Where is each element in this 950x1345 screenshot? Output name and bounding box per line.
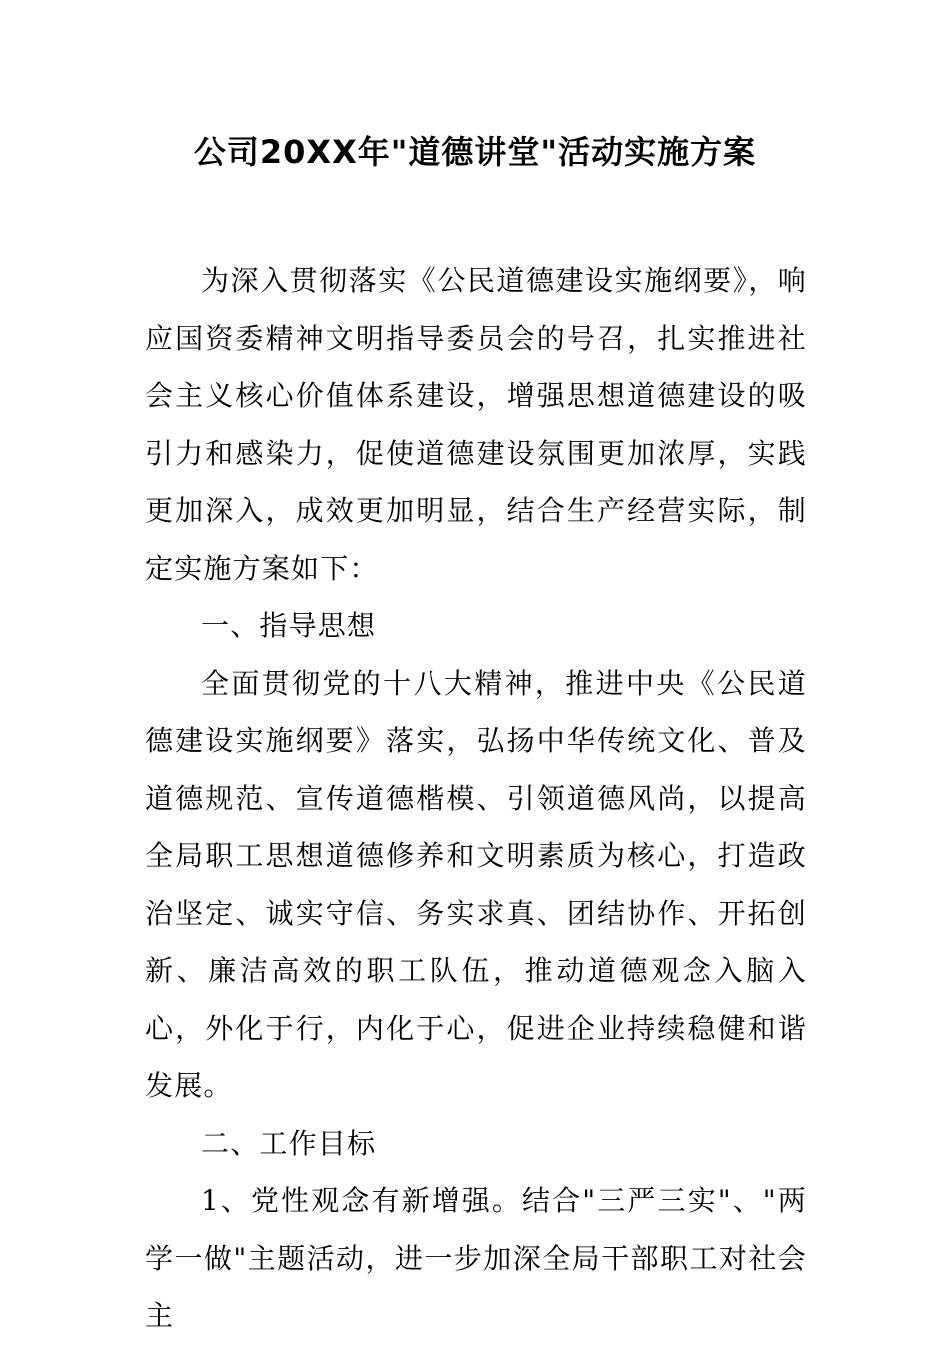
section-heading-work-goals: 二、工作目标 <box>201 1126 377 1160</box>
document-title: 公司20XX年"道德讲堂"活动实施方案 <box>193 133 757 171</box>
intro-paragraph: 为深入贯彻落实《公民道德建设实施纲要》，响应国资委精神文明指导委员会的号召，扎实推进社会主义核心价值体系建设，增强思想道德建设的吸引力和感染力，促使道德建设氛围更加浓厚，实践更加深入，成效更加明显，结合生产经营实际，制定实施方案如下： <box>145 264 807 585</box>
work-goal-item-1: 1、党性观念有新增强。结合"三严三实"、"两学一做"主题活动，进一步加深全局干部职工对社会主 <box>145 1184 807 1332</box>
guiding-ideology-paragraph: 全面贯彻党的十八大精神，推进中央《公民道德建设实施纲要》落实，弘扬中华传统文化、普及道德规范、宣传道德楷模、引领道德风尚，以提高全局职工思想道德修养和文明素质为核心，打造政治坚定、诚实守信、务实求真、团结协作、开拓创新、廉洁高效的职工队伍，推动道德观念入脑入心，外化于行，内化于心，促进企业持续稳健和谐发展。 <box>145 666 807 1102</box>
section-heading-guiding-ideology: 一、指导思想 <box>201 609 377 642</box>
document-body <box>145 252 807 1345</box>
